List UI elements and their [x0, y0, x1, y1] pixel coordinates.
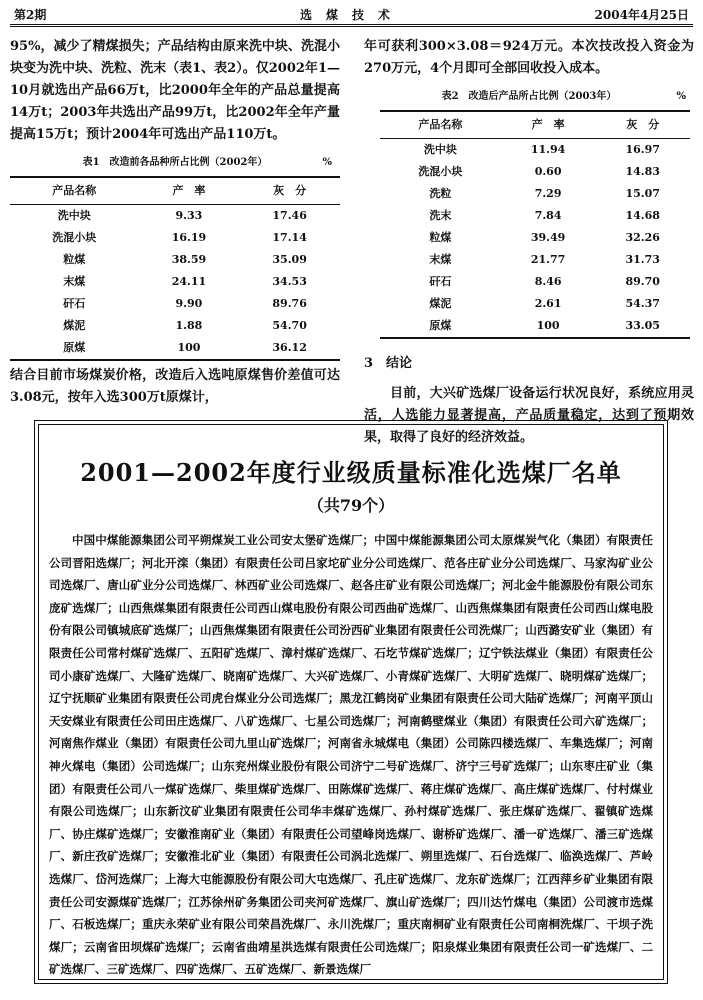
table2-cell: 煤泥	[429, 297, 452, 310]
table1-cell: 35.09	[272, 253, 307, 266]
table2-cell: 11.94	[530, 143, 566, 156]
table1-cell: 煤泥	[63, 319, 86, 332]
left-paragraph-2: 结合目前市场煤炭价格，改造后入选吨原煤售价差值可达3.08元，按年入选300万t原煤计，	[10, 368, 340, 405]
table2-cell: 0.60	[534, 165, 562, 178]
table1-header-ash: 灰 分	[239, 177, 340, 205]
table2-row	[380, 227, 690, 249]
table2-cell: 21.77	[530, 253, 566, 266]
table1-cell: 36.12	[239, 337, 340, 360]
table2-row	[380, 161, 690, 183]
table2-cell: 14.83	[625, 165, 660, 178]
right-column	[364, 36, 694, 449]
table1-header-name: 产品名称	[10, 177, 139, 205]
table1-row	[10, 337, 340, 360]
notice-body: 中国中煤能源集团公司平朔煤炭工业公司安太堡矿选煤厂；中国中煤能源集团公司太原煤炭气化（集团）有限责任公司晋阳选煤厂；河北开滦（集团）有限责任公司吕家坨矿业分公司选煤厂、范各庄矿业分公司选煤厂、马家沟矿业公司选煤厂、唐山矿业分公司选煤厂、林西矿业公司选煤厂、赵各庄矿业有限公司选煤厂；河北金牛能源股份有限公司东庞矿选煤厂；山西焦煤集团有限责任公司西山煤电股份有限公司西曲矿选煤厂、山西焦煤集团有限责任公司西山煤电股份有限公司镇城底矿选煤厂；山西焦煤集团有限责任公司汾西矿业集团有限责任公司洗煤厂；山西潞安矿业（集团）有限责任公司常村煤矿选煤厂、五阳矿选煤厂、漳村煤矿选煤厂、石圪节煤矿选煤厂；辽宁铁法煤业（集团）有限责任公司小康矿选煤厂、大隆矿选煤厂、晓南矿选煤厂、大兴矿选煤厂、小青煤矿选煤厂、大明矿选煤厂、晓明煤矿选煤厂；辽宁抚顺矿业集团有限责任公司虎台煤业分公司选煤厂；黑龙江鹤岗矿业集团有限责任公司大陆矿选煤厂；河南平顶山天安煤业有限责任公司田庄选煤厂、八矿选煤厂、七星公司选煤厂；河南鹤壁煤业（集团）有限责任公司六矿选煤厂；河南焦作煤业（集团）有限责任公司九里山矿选煤厂；河南省永城煤电（集团）公司陈四楼选煤厂、车集选煤厂；河南神火煤电（集团）公司选煤厂；山东兖州煤业股份有限公司济宁二号矿选煤厂、济宁三号矿选煤厂；山东枣庄矿业（集团）有限责任公司八一煤矿选煤厂、柴里煤矿选煤厂、田陈煤矿选煤厂、蒋庄煤矿选煤厂、高庄煤矿选煤厂、付村煤业有限公司选煤厂；山东新汶矿业集团有限责任公司华丰煤矿选煤厂、孙村煤矿选煤厂、张庄煤矿选煤厂、翟镇矿选煤厂、协庄煤矿选煤厂；安徽淮南矿业（集团）有限责任公司望峰岗选煤厂、谢桥矿选煤厂、潘一矿选煤厂、潘三矿选煤厂、新庄孜矿选煤厂；安徽淮北矿业（集团）有限责任公司涡北选煤厂、朔里选煤厂、石台选煤厂、临涣选煤厂、芦岭选煤厂、岱河选煤厂；上海大屯能源股份有限公司大屯选煤厂、孔庄矿选煤厂、龙东矿选煤厂；江西萍乡矿业集团有限责任公司安源煤矿选煤厂；江苏徐州矿务集团公司夹河矿选煤厂、旗山矿选煤厂；四川达竹煤电（集团）公司渡市选煤厂、石板选煤厂；重庆永荣矿业有限公司荣昌洗煤厂、永川洗煤厂；重庆南桐矿业有限责任公司南桐洗煤厂、干坝子洗煤厂；云南省田坝煤矿选煤厂；云南省曲靖星洪选煤有限责任公司选煤厂；阳泉煤业集团有限责任公司一矿选煤厂、二矿选煤厂、三矿选煤厂、四矿选煤厂、五矿选煤厂、新景选煤厂	[49, 533, 653, 977]
right-paragraph-1: 年可获利300×3.08＝924万元。本次技改投入资金为270万元，4个月即可全部回收投入成本。	[364, 39, 694, 76]
table2-header-ash: 灰 分	[595, 111, 690, 139]
left-column	[10, 36, 340, 409]
table1-caption-text: 表1 改造前各品种所占比例（2002年）	[82, 157, 268, 168]
table2-cell: 33.05	[595, 315, 690, 338]
table1-cell: 38.59	[171, 253, 207, 266]
table1-cell: 9.90	[175, 297, 203, 310]
notice-inner-frame	[38, 424, 664, 980]
table2-header-name: 产品名称	[380, 111, 501, 139]
table1-cell: 34.53	[272, 275, 307, 288]
table2-cell: 洗混小块	[418, 165, 463, 178]
table1-cell: 100	[139, 337, 240, 360]
table2-row	[380, 315, 690, 338]
table1	[10, 176, 340, 361]
table1-caption	[10, 152, 340, 174]
table1-row	[10, 293, 340, 315]
table2-cell: 89.70	[625, 275, 660, 288]
table1-cell: 粒煤	[63, 253, 86, 266]
table2-unit: %	[676, 91, 686, 102]
table1-cell: 矸石	[63, 297, 86, 310]
table1-cell: 9.33	[175, 209, 203, 222]
table1-row	[10, 249, 340, 271]
table2-cell: 31.73	[625, 253, 660, 266]
issue-date: 2004年4月25日	[594, 8, 689, 22]
table2-row	[380, 139, 690, 162]
table1-row	[10, 205, 340, 228]
table1-cell: 24.11	[171, 275, 207, 288]
table1-cell: 1.88	[175, 319, 203, 332]
notice-title: 2001—2002年度行业级质量标准化选煤厂名单	[80, 458, 622, 487]
table2-row	[380, 271, 690, 293]
table2-cell: 2.61	[534, 297, 562, 310]
left-paragraph-1: 95%，减少了精煤损失；产品结构由原来洗中块、洗混小块变为洗中块、洗粒、洗末（表1、表2）。仅2002年1—10月就选出产品66万t，比2000年全年的产品总量提高14万t；2003年共选出产品99万t，比2002年全年产量提高15万t；预计2004年可选出产品110万t。	[10, 39, 340, 142]
section-title: 3 结论	[364, 356, 413, 371]
table1-cell: 洗混小块	[52, 231, 97, 244]
table2-cell: 15.07	[625, 187, 660, 200]
table1-cell: 末煤	[63, 275, 86, 288]
table2-row	[380, 293, 690, 315]
right-paragraph-2: 目前，大兴矿选煤厂设备运行状况良好，系统应用灵活，人选能力显著提高，产品质量稳定，达到了预期效果，取得了良好的经济效益。	[364, 386, 694, 445]
table2-row	[380, 249, 690, 271]
table2-cell: 14.68	[625, 209, 660, 222]
table2-cell: 洗末	[429, 209, 452, 222]
issue-number: 第2期	[14, 8, 47, 22]
page-header	[10, 4, 693, 27]
table2-cell: 末煤	[429, 253, 452, 266]
table1-row	[10, 315, 340, 337]
table2-caption-text: 表2 改造后产品所占比例（2003年）	[441, 91, 617, 102]
table2-cell: 32.26	[625, 231, 660, 244]
table2-row	[380, 183, 690, 205]
table2-cell: 洗粒	[429, 187, 452, 200]
table2-cell: 8.46	[534, 275, 562, 288]
journal-title: 选煤技术	[300, 8, 405, 22]
notice-box	[34, 420, 668, 984]
table1-row	[10, 271, 340, 293]
table2	[380, 110, 690, 339]
table1-cell: 54.70	[272, 319, 307, 332]
table1-unit: %	[322, 157, 332, 168]
table2-header-yield: 产 率	[501, 111, 596, 139]
table1-cell: 17.46	[272, 209, 307, 222]
table2-cell: 粒煤	[429, 231, 452, 244]
table1-row	[10, 227, 340, 249]
table2-cell: 16.97	[625, 143, 660, 156]
table1-cell: 16.19	[171, 231, 207, 244]
table2-row	[380, 205, 690, 227]
table2-cell: 原煤	[380, 315, 501, 338]
table2-cell: 矸石	[429, 275, 452, 288]
table2-cell: 7.29	[534, 187, 562, 200]
table1-cell: 89.76	[272, 297, 307, 310]
table2-cell: 39.49	[530, 231, 566, 244]
table1-header-yield: 产 率	[139, 177, 240, 205]
table2-cell: 100	[501, 315, 596, 338]
table2-cell: 7.84	[534, 209, 562, 222]
table2-caption	[364, 86, 694, 108]
table1-cell: 17.14	[272, 231, 307, 244]
table1-cell: 洗中块	[57, 209, 91, 222]
table1-cell: 原煤	[10, 337, 139, 360]
table2-cell: 洗中块	[423, 143, 457, 156]
table2-cell: 54.37	[625, 297, 660, 310]
notice-subtitle: （共79个）	[307, 496, 395, 515]
